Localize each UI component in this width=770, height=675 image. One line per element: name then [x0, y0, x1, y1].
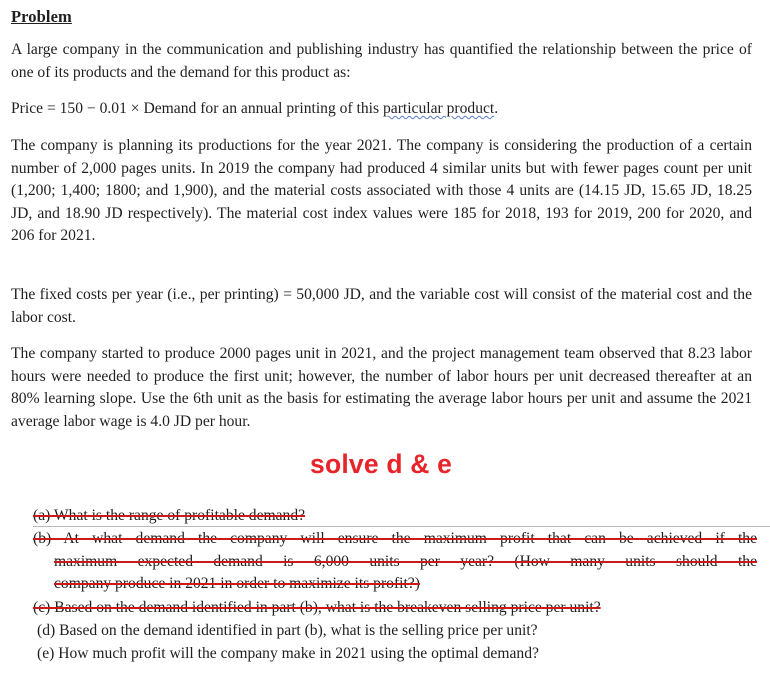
question-b-line-2-wrap — [33, 551, 757, 574]
question-d: (d) Based on the demand identified in part (b), what is the selling price per unit? — [37, 622, 538, 639]
question-b — [33, 528, 757, 596]
intro-paragraph: A large company in the communication and publishing industry has quantified the relationship between the price of one of its products and the demand for this product as: — [11, 41, 752, 81]
price-equation — [11, 98, 752, 121]
question-c: (c) Based on the demand identified in part (b), what is the breakeven selling price per unit? — [33, 599, 601, 616]
spellcheck-underlined-phrase: particular product — [382, 100, 495, 117]
price-equation-period: . — [494, 100, 499, 117]
problem-heading: Problem — [11, 7, 72, 26]
price-equation-text: Price = 150 − 0.01 × Demand for an annual printing of this — [11, 100, 383, 117]
fixed-costs-paragraph: The fixed costs per year (i.e., per printing) = 50,000 JD, and the variable cost will consist of the material cost and the labor cost. — [11, 286, 752, 326]
labor-paragraph: The company started to produce 2000 pages unit in 2021, and the project management team observed that 8.23 labor hours were needed to produce the first unit; however, the number of labor hours per unit decreased thereafter at an 80% learning slope. Use the 6th unit as the basis for estimating the average labor hours per unit and assume the 2021 average labor wage is 4.0 JD per hour. — [11, 345, 752, 430]
planning-paragraph: The company is planning its productions for the year 2021. The company is considering the production of a certain number of 2,000 pages units. In 2019 the company had produced 4 similar units but with fewer pages count per unit (1,200; 1,400; 1800; and 1,900), and the material costs associated with those 4 units are (14.15 JD, 15.65 JD, 18.25 JD, and 18.90 JD respectively). The material cost index values were 185 for 2018, 193 for 2019, 200 for 2020, and 206 for 2021. — [11, 137, 752, 244]
question-b-line-3-wrap — [33, 573, 757, 596]
question-b-line-2: maximum expected demand is 6,000 units per year? (How many units should the — [54, 552, 757, 570]
handwritten-annotation: solve d & e — [310, 449, 453, 479]
question-b-line-3: company produce in 2021 in order to maximize its profit?) — [54, 575, 420, 592]
question-e: (e) How much profit will the company make in 2021 using the optimal demand? — [37, 645, 539, 662]
question-b-line-1: (b) At what demand the company will ensure the maximum profit that can be achieved if the — [33, 530, 757, 547]
divider — [33, 526, 770, 527]
question-a: (a) What is the range of profitable demand? — [33, 507, 306, 524]
